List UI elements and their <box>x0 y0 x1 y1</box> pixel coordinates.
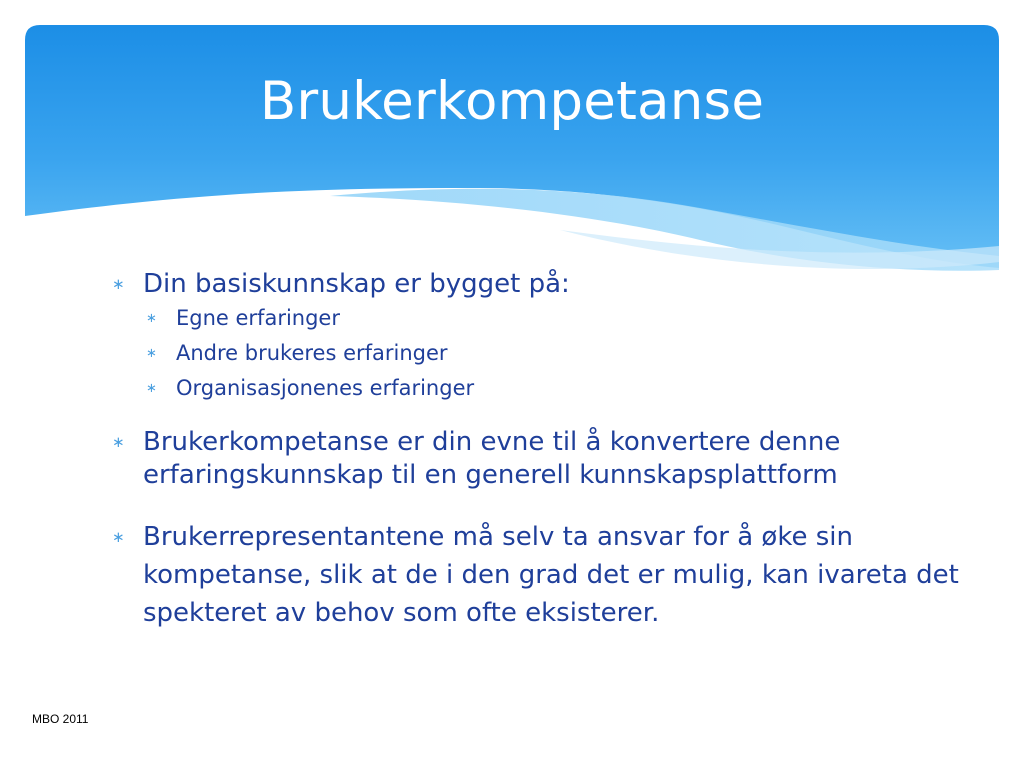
bullet-item-2 <box>112 426 972 492</box>
sub-bullet-marker: ∗ <box>146 381 157 396</box>
bullet-text: Brukerkompetanse er din evne til å konvertere denne erfaringskunnskap til en generell kunnskapsplattform <box>143 427 841 490</box>
header-wave-banner <box>0 0 1024 290</box>
bullet-marker: ∗ <box>112 528 125 546</box>
bullet-marker: ∗ <box>112 433 125 451</box>
sub-bullet-item-2 <box>146 336 972 371</box>
bullet-text: Din basiskunnskap er bygget på: <box>143 269 570 299</box>
header-background <box>25 25 999 268</box>
bullet-item-3 <box>112 518 972 632</box>
bullet-list <box>112 268 972 632</box>
sub-bullet-text: Andre brukeres erfaringer <box>176 341 448 365</box>
sub-bullet-item-3 <box>146 371 972 406</box>
bullet-text: Brukerrepresentantene må selv ta ansvar for å øke sin kompetanse, slik at de i den grad det er mulig, kan ivareta det spekteret av behov som ofte eksisterer. <box>143 522 959 628</box>
bullet-marker: ∗ <box>112 275 125 293</box>
bullet-item-1 <box>112 268 972 301</box>
sub-bullet-text: Egne erfaringer <box>176 306 340 330</box>
slide-footer: MBO 2011 <box>32 712 89 726</box>
sub-bullet-text: Organisasjonenes erfaringer <box>176 376 475 400</box>
sub-bullet-item-1 <box>146 301 972 336</box>
sub-bullet-marker: ∗ <box>146 311 157 326</box>
slide-title: Brukerkompetanse <box>259 71 765 132</box>
sub-bullet-marker: ∗ <box>146 346 157 361</box>
